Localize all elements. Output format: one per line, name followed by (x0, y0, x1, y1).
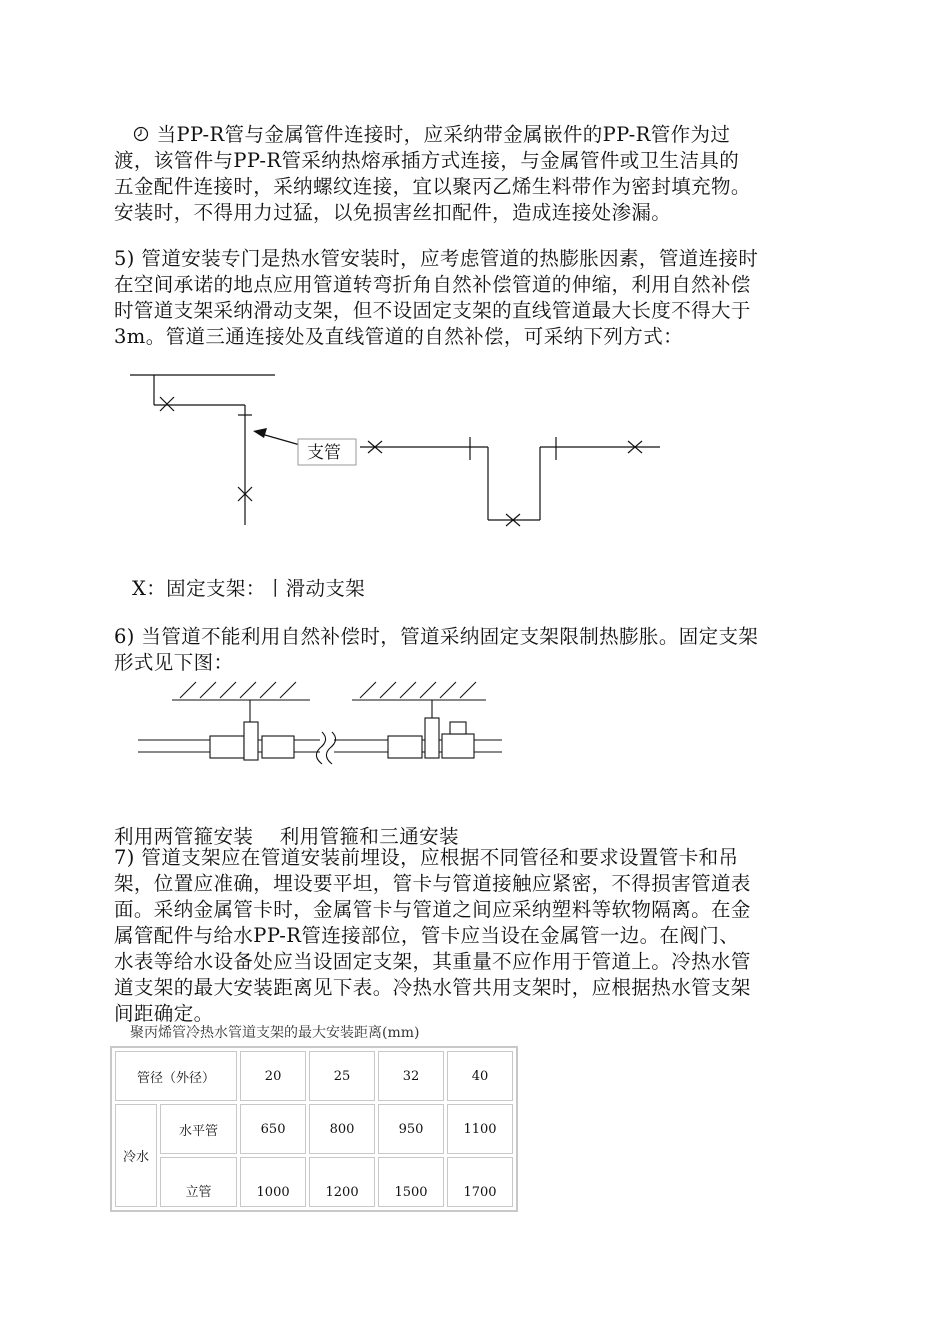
support-spacing-table (110, 1046, 518, 1212)
paragraph-6 (114, 624, 830, 676)
text-line: 道支架的最大安装距离见下表。冷热水管共用支架时，应根据热水管支架 (114, 976, 751, 999)
paragraph-ppr-metal (114, 122, 830, 226)
fixed-support-caption: 利用两管箍安装 利用管箍和三通安装 (114, 825, 459, 848)
paragraph-7 (114, 845, 830, 1027)
text-line: 7) 管道支架应在管道安装前埋设，应根据不同管径和要求设置管卡和吊 (114, 846, 739, 869)
header-label: 管径（外径） (115, 1051, 237, 1101)
table-row (115, 1157, 513, 1207)
row-label: 立管 (160, 1157, 237, 1207)
clock-icon (132, 125, 150, 143)
table-row (115, 1051, 513, 1101)
fixed-support-diagram (130, 672, 510, 772)
value-cell: 1100 (447, 1104, 513, 1154)
diameter-cell: 25 (309, 1051, 375, 1101)
value-cell: 650 (240, 1104, 306, 1154)
text-line: 在空间承诺的地点应用管道转弯折角自然补偿管道的伸缩，利用自然补偿 (114, 273, 751, 296)
diameter-cell: 32 (378, 1051, 444, 1101)
text-line: 时管道支架采纳滑动支架，但不设固定支架的直线管道最大长度不得大于 (114, 299, 751, 322)
text-line: 间距确定。 (114, 1002, 214, 1025)
row-label: 水平管 (160, 1104, 237, 1154)
text-line: 6) 当管道不能利用自然补偿时，管道采纳固定支架限制热膨胀。固定支架 (114, 625, 759, 648)
value-cell: 1000 (240, 1157, 306, 1207)
value-cell: 1200 (309, 1157, 375, 1207)
table-row (115, 1104, 513, 1154)
text-line: 五金配件连接时，采纳螺纹连接，宜以聚丙乙烯生料带作为密封填充物。 (114, 175, 751, 198)
branch-label: 支管 (307, 443, 341, 463)
text-line: 水表等给水设备处应当设固定支架，其重量不应作用于管道上。冷热水管 (114, 950, 751, 973)
diameter-cell: 40 (447, 1051, 513, 1101)
text-line: 当PP-R管与金属管件连接时，应采纳带金属嵌件的PP-R管作为过 (114, 122, 830, 148)
text-line: 架，位置应准确，埋设要平坦，管卡与管道接触应紧密，不得损害管道表 (114, 872, 751, 895)
value-cell: 800 (309, 1104, 375, 1154)
text-line: 面。采纳金属管卡时，金属管卡与管道之间应采纳塑料等软物隔离。在金 (114, 898, 751, 921)
text-line: 形式见下图： (114, 651, 234, 674)
text-line: 安装时，不得用力过猛，以免损害丝扣配件，造成连接处渗漏。 (114, 201, 672, 224)
diameter-cell: 20 (240, 1051, 306, 1101)
text-line: 属管配件与给水PP-R管连接部位，管卡应当设在金属管一边。在阀门、 (114, 924, 740, 947)
group-cell: 冷水 (115, 1104, 157, 1207)
table-title: 聚丙烯管冷热水管道支架的最大安装距离(mm) (130, 1025, 420, 1041)
text-line: 5) 管道安装专门是热水管安装时，应考虑管道的热膨胀因素，管道连接时 (114, 247, 759, 270)
text-line: 3m。管道三通连接处及直线管道的自然补偿，可采纳下列方式： (114, 325, 683, 348)
pipe-compensation-diagram (120, 365, 680, 535)
value-cell: 1700 (447, 1157, 513, 1207)
support-legend: X：固定支架：丨滑动支架 (132, 577, 366, 600)
text-line: 渡，该管件与PP-R管采纳热熔承插方式连接，与金属管件或卫生洁具的 (114, 149, 740, 172)
paragraph-5 (114, 246, 830, 350)
value-cell: 950 (378, 1104, 444, 1154)
value-cell: 1500 (378, 1157, 444, 1207)
